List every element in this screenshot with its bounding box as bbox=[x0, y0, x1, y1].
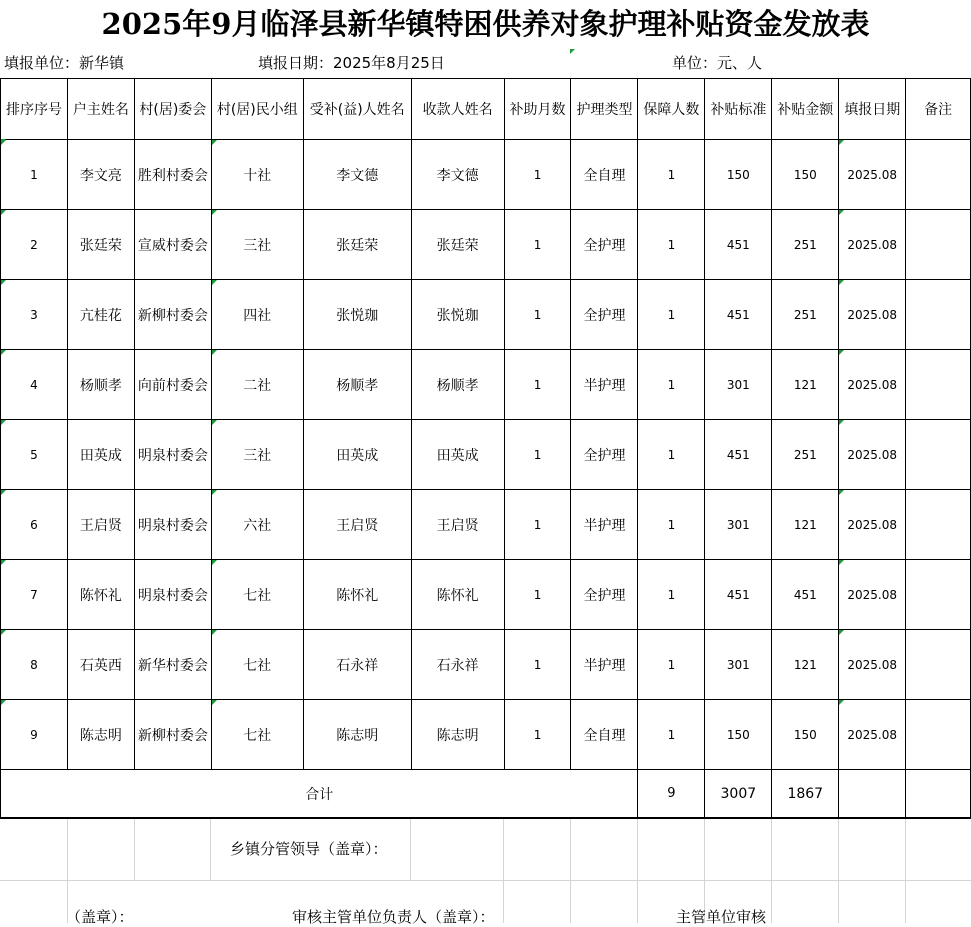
table-cell[interactable]: 半护理 bbox=[571, 350, 638, 420]
table-cell[interactable]: 150 bbox=[705, 700, 772, 770]
column-header[interactable]: 补贴金额 bbox=[772, 79, 839, 140]
table-cell[interactable] bbox=[906, 350, 971, 420]
table-cell[interactable]: 陈怀礼 bbox=[67, 560, 134, 630]
table-cell[interactable]: 亢桂花 bbox=[67, 280, 134, 350]
table-cell[interactable]: 1 bbox=[504, 700, 571, 770]
table-cell[interactable]: 明泉村委会 bbox=[134, 420, 211, 490]
total-row-bottom-border bbox=[0, 818, 971, 819]
table-cell[interactable]: 七社 bbox=[211, 700, 303, 770]
column-header[interactable]: 保障人数 bbox=[638, 79, 705, 140]
table-cell[interactable]: 田英成 bbox=[67, 420, 134, 490]
table-cell[interactable]: 1 bbox=[638, 490, 705, 560]
table-cell[interactable]: 150 bbox=[705, 140, 772, 210]
cell-indicator-icon bbox=[1, 139, 6, 144]
grid-line bbox=[0, 880, 971, 881]
cell-indicator-icon bbox=[212, 490, 217, 495]
table-cell[interactable]: 明泉村委会 bbox=[134, 490, 211, 560]
column-header[interactable]: 户主姓名 bbox=[67, 79, 134, 140]
cell-indicator-icon bbox=[839, 140, 844, 145]
column-header[interactable]: 护理类型 bbox=[571, 79, 638, 140]
cell-indicator-icon bbox=[1, 350, 6, 355]
table-cell[interactable]: 451 bbox=[705, 560, 772, 630]
table-cell[interactable]: 2025.08 bbox=[839, 630, 906, 700]
table-cell[interactable]: 田英成 bbox=[303, 420, 411, 490]
grid-line bbox=[503, 819, 504, 923]
table-cell[interactable]: 田英成 bbox=[411, 420, 504, 490]
cell-indicator-icon bbox=[839, 210, 844, 215]
table-cell[interactable]: 150 bbox=[772, 140, 839, 210]
column-header[interactable]: 填报日期 bbox=[839, 79, 906, 140]
table-cell[interactable]: 301 bbox=[705, 350, 772, 420]
total-remark-cell[interactable] bbox=[906, 770, 971, 818]
table-cell[interactable]: 6 bbox=[1, 490, 68, 560]
table-cell[interactable]: 451 bbox=[772, 560, 839, 630]
table-cell[interactable]: 全护理 bbox=[571, 280, 638, 350]
table-cell[interactable]: 1 bbox=[638, 280, 705, 350]
table-cell[interactable]: 陈志明 bbox=[411, 700, 504, 770]
table-cell[interactable]: 石永祥 bbox=[303, 630, 411, 700]
cell-indicator-icon bbox=[839, 630, 844, 635]
table-row bbox=[1, 140, 971, 210]
table-cell[interactable]: 七社 bbox=[211, 560, 303, 630]
grid-line bbox=[905, 819, 906, 923]
table-cell[interactable]: 全护理 bbox=[571, 560, 638, 630]
table-row bbox=[1, 560, 971, 630]
cell-indicator-icon bbox=[1, 700, 6, 705]
table-cell[interactable]: 1 bbox=[504, 630, 571, 700]
table-cell[interactable]: 2025.08 bbox=[839, 140, 906, 210]
cell-indicator-icon bbox=[212, 420, 217, 425]
authority-review-label: 主管单位审核 bbox=[676, 908, 767, 926]
table-cell[interactable]: 121 bbox=[772, 350, 839, 420]
table-cell[interactable] bbox=[906, 560, 971, 630]
table-cell[interactable]: 2025.08 bbox=[839, 700, 906, 770]
table-cell[interactable]: 全护理 bbox=[571, 420, 638, 490]
cell-indicator-icon bbox=[1, 490, 6, 495]
table-cell[interactable]: 121 bbox=[772, 490, 839, 560]
table-cell[interactable]: 王启贤 bbox=[411, 490, 504, 560]
table-row bbox=[1, 700, 971, 770]
table-cell[interactable]: 杨顺孝 bbox=[411, 350, 504, 420]
cell-indicator-icon bbox=[1, 420, 6, 425]
table-cell[interactable]: 1 bbox=[504, 280, 571, 350]
table-cell[interactable]: 1 bbox=[504, 490, 571, 560]
grid-line bbox=[134, 819, 135, 880]
seal-label: （盖章）： bbox=[66, 908, 134, 926]
table-cell[interactable] bbox=[906, 630, 971, 700]
cell-indicator-icon bbox=[839, 700, 844, 705]
table-cell[interactable]: 石永祥 bbox=[411, 630, 504, 700]
column-header[interactable]: 排序序号 bbox=[1, 79, 68, 140]
table-cell[interactable]: 2025.08 bbox=[839, 210, 906, 280]
table-cell[interactable]: 李文德 bbox=[411, 140, 504, 210]
cell-indicator-icon bbox=[1, 560, 6, 565]
table-cell[interactable]: 1 bbox=[504, 560, 571, 630]
table-cell[interactable]: 半护理 bbox=[571, 490, 638, 560]
table-cell[interactable]: 半护理 bbox=[571, 630, 638, 700]
column-header[interactable]: 村(居)民小组 bbox=[211, 79, 303, 140]
column-header[interactable]: 补助月数 bbox=[504, 79, 571, 140]
table-cell[interactable]: 150 bbox=[772, 700, 839, 770]
table-cell[interactable]: 4 bbox=[1, 350, 68, 420]
cell-indicator-icon bbox=[839, 420, 844, 425]
table-cell[interactable]: 1 bbox=[638, 140, 705, 210]
table-cell[interactable]: 251 bbox=[772, 420, 839, 490]
table-row bbox=[1, 490, 971, 560]
table-cell[interactable]: 1 bbox=[638, 350, 705, 420]
table-cell[interactable]: 全自理 bbox=[571, 140, 638, 210]
table-cell[interactable]: 2025.08 bbox=[839, 420, 906, 490]
table-cell[interactable]: 二社 bbox=[211, 350, 303, 420]
table-cell[interactable]: 李文亮 bbox=[67, 140, 134, 210]
cell-indicator-icon bbox=[1, 280, 6, 285]
total-amount[interactable]: 1867 bbox=[772, 770, 839, 818]
table-cell[interactable]: 新柳村委会 bbox=[134, 280, 211, 350]
grid-line bbox=[210, 819, 211, 880]
table-row bbox=[1, 630, 971, 700]
table-cell[interactable]: 四社 bbox=[211, 280, 303, 350]
table-cell[interactable] bbox=[906, 490, 971, 560]
table-cell[interactable] bbox=[906, 700, 971, 770]
table-cell[interactable]: 张廷荣 bbox=[411, 210, 504, 280]
cell-indicator-icon bbox=[570, 49, 575, 54]
table-cell[interactable]: 301 bbox=[705, 630, 772, 700]
table-cell[interactable]: 451 bbox=[705, 210, 772, 280]
table-cell[interactable]: 251 bbox=[772, 210, 839, 280]
table-cell[interactable]: 3 bbox=[1, 280, 68, 350]
table-cell[interactable]: 1 bbox=[504, 140, 571, 210]
table-cell[interactable]: 六社 bbox=[211, 490, 303, 560]
total-standard[interactable]: 3007 bbox=[705, 770, 772, 818]
table-cell[interactable]: 张悦珈 bbox=[303, 280, 411, 350]
table-cell[interactable]: 张悦珈 bbox=[411, 280, 504, 350]
table-cell[interactable]: 8 bbox=[1, 630, 68, 700]
table-cell[interactable]: 向前村委会 bbox=[134, 350, 211, 420]
table-cell[interactable] bbox=[906, 140, 971, 210]
page-title: 2025年9月临泽县新华镇特困供养对象护理补贴资金发放表 bbox=[101, 7, 870, 41]
table-cell[interactable]: 李文德 bbox=[303, 140, 411, 210]
total-persons[interactable]: 9 bbox=[638, 770, 705, 818]
reviewer-head-signature: 审核主管单位负责人（盖章）： bbox=[292, 908, 495, 926]
table-cell[interactable]: 杨顺孝 bbox=[303, 350, 411, 420]
table-cell[interactable]: 全护理 bbox=[571, 210, 638, 280]
cell-indicator-icon bbox=[839, 560, 844, 565]
township-leader-signature: 乡镇分管领导（盖章）： bbox=[230, 840, 388, 858]
column-header[interactable]: 备注 bbox=[906, 79, 971, 140]
cell-indicator-icon bbox=[839, 280, 844, 285]
currency-unit: 单位：元、人 bbox=[672, 54, 763, 72]
table-cell[interactable]: 三社 bbox=[211, 420, 303, 490]
table-cell[interactable]: 1 bbox=[638, 420, 705, 490]
table-cell[interactable]: 新华村委会 bbox=[134, 630, 211, 700]
table-cell[interactable]: 石英西 bbox=[67, 630, 134, 700]
table-cell[interactable]: 451 bbox=[705, 280, 772, 350]
table-header-row bbox=[1, 79, 971, 140]
table-cell[interactable]: 1 bbox=[638, 560, 705, 630]
table-row bbox=[1, 280, 971, 350]
cell-indicator-icon bbox=[212, 280, 217, 285]
cell-indicator-icon bbox=[1, 210, 6, 215]
table-cell[interactable]: 2 bbox=[1, 210, 68, 280]
table-cell[interactable] bbox=[906, 210, 971, 280]
grid-line bbox=[637, 819, 638, 923]
table-cell[interactable]: 451 bbox=[705, 420, 772, 490]
table-cell[interactable]: 1 bbox=[638, 210, 705, 280]
table-row bbox=[1, 210, 971, 280]
grid-line bbox=[410, 819, 411, 880]
table-cell[interactable]: 2025.08 bbox=[839, 560, 906, 630]
table-cell[interactable]: 胜利村委会 bbox=[134, 140, 211, 210]
table-cell[interactable]: 张廷荣 bbox=[303, 210, 411, 280]
table-cell[interactable]: 121 bbox=[772, 630, 839, 700]
table-cell[interactable]: 1 bbox=[504, 350, 571, 420]
grid-line bbox=[570, 819, 571, 923]
column-header[interactable]: 村(居)委会 bbox=[134, 79, 211, 140]
table-cell[interactable]: 陈志明 bbox=[67, 700, 134, 770]
table-cell[interactable]: 三社 bbox=[211, 210, 303, 280]
table-cell[interactable]: 251 bbox=[772, 280, 839, 350]
table-cell[interactable]: 王启贤 bbox=[67, 490, 134, 560]
table-cell[interactable]: 明泉村委会 bbox=[134, 560, 211, 630]
table-row bbox=[1, 350, 971, 420]
cell-indicator-icon bbox=[212, 210, 217, 215]
table-cell[interactable]: 1 bbox=[1, 140, 68, 210]
cell-indicator-icon bbox=[212, 140, 217, 145]
table-cell[interactable]: 1 bbox=[504, 210, 571, 280]
table-cell[interactable]: 9 bbox=[1, 700, 68, 770]
cell-indicator-icon bbox=[212, 630, 217, 635]
total-row bbox=[1, 770, 971, 818]
table-cell[interactable]: 陈怀礼 bbox=[411, 560, 504, 630]
grid-line bbox=[838, 819, 839, 923]
column-header[interactable]: 受补(益)人姓名 bbox=[303, 79, 411, 140]
cell-indicator-icon bbox=[212, 560, 217, 565]
cell-indicator-icon bbox=[212, 700, 217, 705]
table-cell[interactable]: 1 bbox=[638, 700, 705, 770]
table-cell[interactable]: 陈志明 bbox=[303, 700, 411, 770]
table-cell[interactable]: 1 bbox=[504, 420, 571, 490]
total-date-cell[interactable] bbox=[839, 770, 906, 818]
table-cell[interactable]: 2025.08 bbox=[839, 350, 906, 420]
table-cell[interactable]: 王启贤 bbox=[303, 490, 411, 560]
subsidy-table bbox=[0, 78, 971, 818]
table-cell[interactable]: 301 bbox=[705, 490, 772, 560]
column-header[interactable]: 收款人姓名 bbox=[411, 79, 504, 140]
cell-indicator-icon bbox=[1, 630, 6, 635]
reporting-date: 填报日期：2025年8月25日 bbox=[258, 54, 445, 72]
table-cell[interactable]: 2025.08 bbox=[839, 490, 906, 560]
table-cell[interactable] bbox=[906, 280, 971, 350]
table-cell[interactable]: 全自理 bbox=[571, 700, 638, 770]
table-cell[interactable]: 新柳村委会 bbox=[134, 700, 211, 770]
table-cell[interactable]: 7 bbox=[1, 560, 68, 630]
table-cell[interactable]: 杨顺孝 bbox=[67, 350, 134, 420]
column-header[interactable]: 补贴标准 bbox=[705, 79, 772, 140]
table-cell[interactable]: 陈怀礼 bbox=[303, 560, 411, 630]
table-cell[interactable]: 5 bbox=[1, 420, 68, 490]
table-cell[interactable]: 宣威村委会 bbox=[134, 210, 211, 280]
table-cell[interactable]: 张廷荣 bbox=[67, 210, 134, 280]
table-cell[interactable]: 七社 bbox=[211, 630, 303, 700]
table-cell[interactable] bbox=[906, 420, 971, 490]
cell-indicator-icon bbox=[839, 490, 844, 495]
table-cell[interactable]: 1 bbox=[638, 630, 705, 700]
table-cell[interactable]: 2025.08 bbox=[839, 280, 906, 350]
table-cell[interactable]: 十社 bbox=[211, 140, 303, 210]
cell-indicator-icon bbox=[212, 350, 217, 355]
table-row bbox=[1, 420, 971, 490]
total-label[interactable]: 合计 bbox=[1, 770, 638, 818]
cell-indicator-icon bbox=[839, 350, 844, 355]
reporting-unit: 填报单位：新华镇 bbox=[4, 54, 125, 72]
header-info-row bbox=[0, 48, 971, 79]
